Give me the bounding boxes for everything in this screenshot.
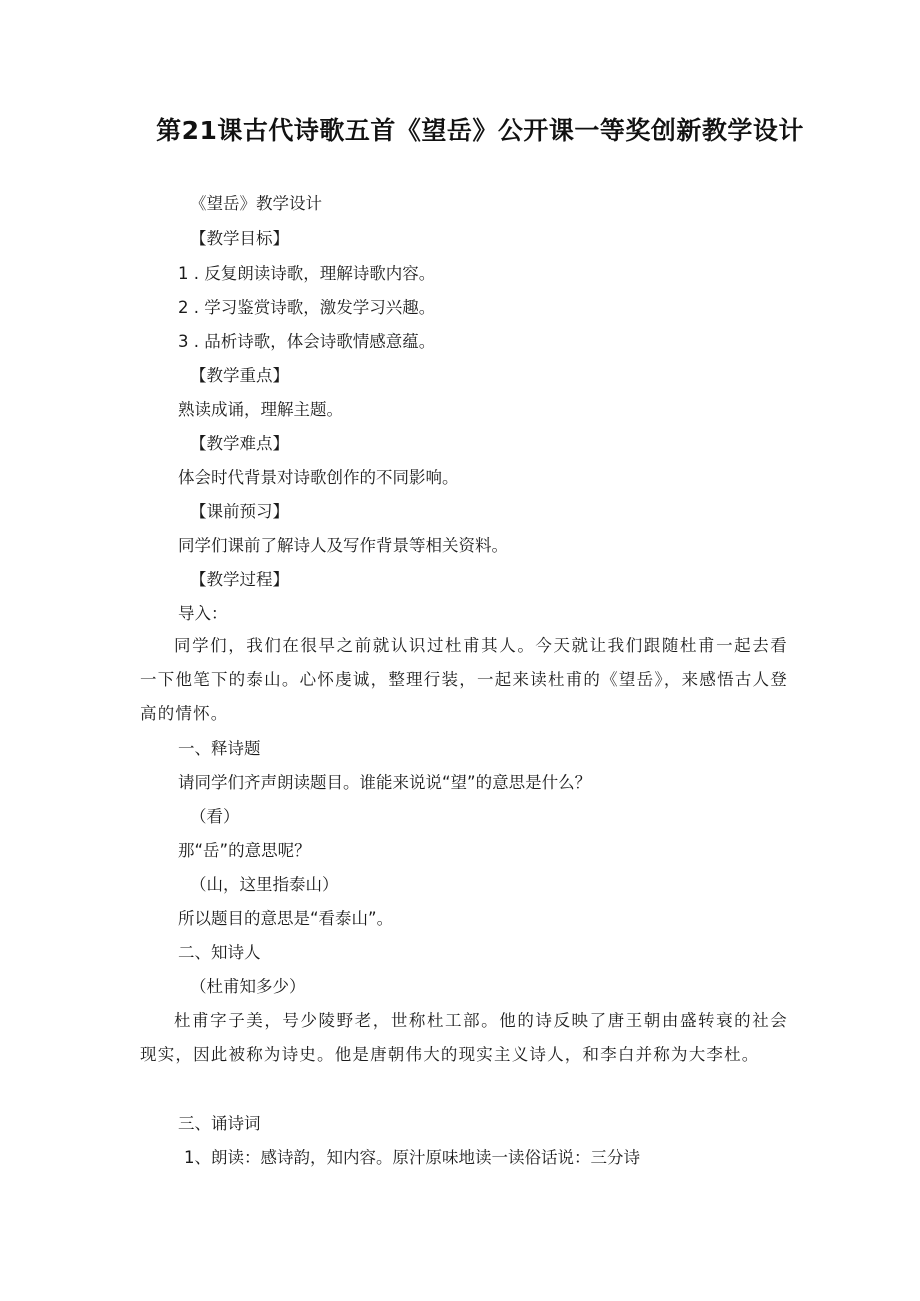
difficulties-text: 体会时代背景对诗歌创作的不同影响。 bbox=[178, 468, 459, 487]
dufu-subheading: （杜甫知多少） bbox=[190, 977, 306, 996]
intro-label: 导入： bbox=[178, 604, 228, 623]
objective-item-2: 2 . 学习鉴赏诗歌，激发学习兴趣。 bbox=[178, 298, 436, 317]
document-title: 第21课古代诗歌五首《望岳》公开课一等奖创新教学设计 bbox=[156, 116, 804, 145]
part-one-heading: 一、释诗题 bbox=[178, 739, 261, 758]
section-heading-key-points: 【教学重点】 bbox=[190, 366, 289, 385]
answer-yue: （山，这里指泰山） bbox=[190, 875, 339, 894]
part-two-heading: 二、知诗人 bbox=[178, 943, 261, 962]
question-wang: 请同学们齐声朗读题目。谁能来说说“望”的意思是什么？ bbox=[178, 773, 592, 792]
subtitle-line: 《望岳》教学设计 bbox=[190, 194, 322, 213]
section-heading-objectives: 【教学目标】 bbox=[190, 229, 289, 248]
dufu-paragraph: 杜甫字子美，号少陵野老，世称杜工部。他的诗反映了唐王朝由盛转衰的社会现实，因此被称为诗史。他是唐朝伟大的现实主义诗人，和李白并称为大李杜。 bbox=[140, 1011, 788, 1064]
part-three-heading: 三、诵诗词 bbox=[178, 1114, 261, 1133]
preview-text: 同学们课前了解诗人及写作背景等相关资料。 bbox=[178, 536, 508, 555]
section-heading-process: 【教学过程】 bbox=[190, 570, 289, 589]
title-meaning: 所以题目的意思是“看泰山”。 bbox=[178, 909, 394, 928]
objective-item-3: 3 . 品析诗歌，体会诗歌情感意蕴。 bbox=[178, 332, 436, 351]
intro-paragraph: 同学们，我们在很早之前就认识过杜甫其人。今天就让我们跟随杜甫一起去看一下他笔下的泰山。心怀虔诚，整理行装，一起来读杜甫的《望岳》，来感悟古人登高的情怀。 bbox=[140, 636, 788, 723]
reading-step-1: 1、朗读：感诗韵，知内容。原汁原味地读一读俗话说：三分诗 bbox=[184, 1148, 640, 1167]
objective-item-1: 1 . 反复朗读诗歌，理解诗歌内容。 bbox=[178, 264, 436, 283]
question-yue: 那“岳”的意思呢？ bbox=[178, 841, 311, 860]
section-heading-preview: 【课前预习】 bbox=[190, 502, 289, 521]
section-heading-difficulties: 【教学难点】 bbox=[190, 434, 289, 453]
key-points-text: 熟读成诵，理解主题。 bbox=[178, 400, 343, 419]
answer-wang: （看） bbox=[190, 807, 240, 826]
